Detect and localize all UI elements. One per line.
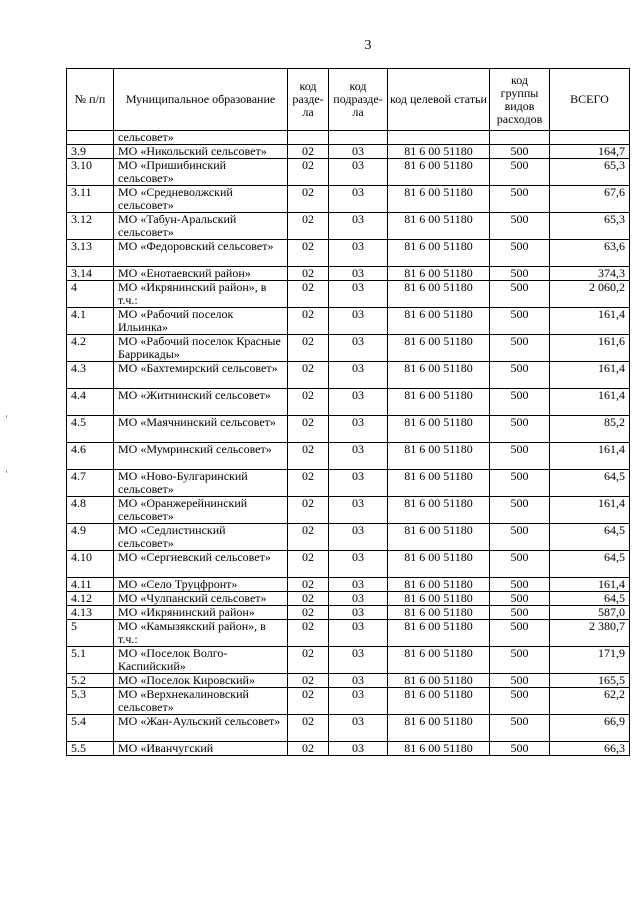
table-row xyxy=(67,159,630,186)
cell-num: 4.8 xyxy=(67,497,114,524)
cell-subsection: 03 xyxy=(329,470,388,497)
cell-subsection: 03 xyxy=(329,159,388,186)
cell-num: 4.4 xyxy=(67,389,114,416)
table-row xyxy=(67,335,630,362)
cell-group: 500 xyxy=(490,389,550,416)
cell-name: МО «Рабочий поселок Красные Баррикады» xyxy=(114,335,288,362)
cell-total: 165,5 xyxy=(550,674,630,688)
cell-group: 500 xyxy=(490,362,550,389)
table-row xyxy=(67,389,630,416)
cell-target: 81 6 00 51180 xyxy=(388,674,490,688)
cell-group: 500 xyxy=(490,240,550,267)
cell-subsection: 03 xyxy=(329,620,388,647)
cell-name: МО «Енотаевский район» xyxy=(114,267,288,281)
cell-target: 81 6 00 51180 xyxy=(388,497,490,524)
cell-subsection: 03 xyxy=(329,674,388,688)
cell-total: 62,2 xyxy=(550,688,630,715)
cell-section: 02 xyxy=(288,620,329,647)
cell-group: 500 xyxy=(490,159,550,186)
cell-section: 02 xyxy=(288,524,329,551)
cell-name: МО «Никольский сельсовет» xyxy=(114,145,288,159)
cell-total: 171,9 xyxy=(550,647,630,674)
cell-section: 02 xyxy=(288,145,329,159)
cell-num: 4.11 xyxy=(67,578,114,592)
cell-section: 02 xyxy=(288,606,329,620)
cell-subsection: 03 xyxy=(329,213,388,240)
cell-subsection: 03 xyxy=(329,606,388,620)
cell-num: 5 xyxy=(67,620,114,647)
table-row xyxy=(67,362,630,389)
cell-section: 02 xyxy=(288,578,329,592)
cell-section: 02 xyxy=(288,742,329,756)
cell-name: МО «Поселок Кировский» xyxy=(114,674,288,688)
cell-section: 02 xyxy=(288,213,329,240)
cell-section: 02 xyxy=(288,281,329,308)
cell-total: 2 380,7 xyxy=(550,620,630,647)
cell-num: 3.11 xyxy=(67,186,114,213)
cell-target: 81 6 00 51180 xyxy=(388,470,490,497)
budget-table xyxy=(66,68,630,756)
cell-subsection: 03 xyxy=(329,389,388,416)
cell-num: 3.13 xyxy=(67,240,114,267)
cell-total: 164,7 xyxy=(550,145,630,159)
cell-num: 3.14 xyxy=(67,267,114,281)
cell-total: 2 060,2 xyxy=(550,281,630,308)
table-row xyxy=(67,578,630,592)
cell-total: 161,4 xyxy=(550,308,630,335)
cell-target: 81 6 00 51180 xyxy=(388,240,490,267)
cell-section: 02 xyxy=(288,592,329,606)
cell-subsection: 03 xyxy=(329,186,388,213)
cell-total: 66,3 xyxy=(550,742,630,756)
cell-num: 3.12 xyxy=(67,213,114,240)
cell-subsection: 03 xyxy=(329,240,388,267)
cell-target: 81 6 00 51180 xyxy=(388,578,490,592)
cell-name: МО «Чулпанский сельсовет» xyxy=(114,592,288,606)
cell-name: МО «Сергиевский сельсовет» xyxy=(114,551,288,578)
cell-total: 85,2 xyxy=(550,416,630,443)
cell-target: 81 6 00 51180 xyxy=(388,281,490,308)
cell-group: 500 xyxy=(490,416,550,443)
table-row xyxy=(67,443,630,470)
cell-name: МО «Село Труцфронт» xyxy=(114,578,288,592)
table-row xyxy=(67,715,630,742)
cell-name: сельсовет» xyxy=(114,131,288,145)
cell-name: МО «Оранжерейнинский сельсовет» xyxy=(114,497,288,524)
cell-name: МО «Бахтемирский сельсовет» xyxy=(114,362,288,389)
cell-section: 02 xyxy=(288,335,329,362)
cell-subsection: 03 xyxy=(329,267,388,281)
cell-total: 65,3 xyxy=(550,213,630,240)
cell-name: МО «Камызякский район», в т.ч.: xyxy=(114,620,288,647)
cell-num: 4.12 xyxy=(67,592,114,606)
cell-name: МО «Иванчугский xyxy=(114,742,288,756)
cell-subsection: 03 xyxy=(329,592,388,606)
header-num: № п/п xyxy=(67,69,114,131)
table-row xyxy=(67,213,630,240)
cell-num: 5.4 xyxy=(67,715,114,742)
cell-target: 81 6 00 51180 xyxy=(388,186,490,213)
cell-section: 02 xyxy=(288,362,329,389)
cell-target: 81 6 00 51180 xyxy=(388,308,490,335)
cell-total: 161,4 xyxy=(550,578,630,592)
cell-section: 02 xyxy=(288,443,329,470)
cell-num: 5.2 xyxy=(67,674,114,688)
header-target: код целевой статьи xyxy=(388,69,490,131)
cell-group: 500 xyxy=(490,578,550,592)
cell-name: МО «Поселок Волго-Каспийский» xyxy=(114,647,288,674)
table-header-row xyxy=(67,69,630,131)
cell-target: 81 6 00 51180 xyxy=(388,620,490,647)
cell-num: 4.2 xyxy=(67,335,114,362)
cell-subsection: 03 xyxy=(329,578,388,592)
table-row xyxy=(67,281,630,308)
table-row xyxy=(67,647,630,674)
cell-num: 4.5 xyxy=(67,416,114,443)
cell-subsection: 03 xyxy=(329,362,388,389)
cell-target: 81 6 00 51180 xyxy=(388,416,490,443)
cell-num: 5.3 xyxy=(67,688,114,715)
cell-group: 500 xyxy=(490,335,550,362)
cell-group: 500 xyxy=(490,592,550,606)
cell-section: 02 xyxy=(288,647,329,674)
cell-num: 4.7 xyxy=(67,470,114,497)
cell-target: 81 6 00 51180 xyxy=(388,606,490,620)
cell-name: МО «Рабочий поселок Ильинка» xyxy=(114,308,288,335)
cell-group: 500 xyxy=(490,497,550,524)
cell-total: 64,5 xyxy=(550,524,630,551)
cell-section: 02 xyxy=(288,389,329,416)
cell-name: МО «Житнинский сельсовет» xyxy=(114,389,288,416)
cell-group: 500 xyxy=(490,186,550,213)
cell-group: 500 xyxy=(490,281,550,308)
cell-total: 64,5 xyxy=(550,592,630,606)
cell-target: 81 6 00 51180 xyxy=(388,688,490,715)
cell-target: 81 6 00 51180 xyxy=(388,443,490,470)
cell-section: 02 xyxy=(288,240,329,267)
table-row xyxy=(67,592,630,606)
cell-group: 500 xyxy=(490,267,550,281)
cell-group: 500 xyxy=(490,470,550,497)
cell-section: 02 xyxy=(288,267,329,281)
cell-num xyxy=(67,131,114,145)
cell-subsection: 03 xyxy=(329,308,388,335)
cell-subsection: 03 xyxy=(329,647,388,674)
cell-total: 161,4 xyxy=(550,362,630,389)
cell-subsection: 03 xyxy=(329,715,388,742)
table-row xyxy=(67,145,630,159)
margin-mark xyxy=(6,470,7,473)
cell-name: МО «Ново-Булгаринский сельсовет» xyxy=(114,470,288,497)
header-municipality: Муниципальное образование xyxy=(114,69,288,131)
table-row xyxy=(67,524,630,551)
cell-target: 81 6 00 51180 xyxy=(388,213,490,240)
cell-total: 64,5 xyxy=(550,470,630,497)
table-row xyxy=(67,674,630,688)
table-row xyxy=(67,497,630,524)
cell-target: 81 6 00 51180 xyxy=(388,647,490,674)
cell-subsection: 03 xyxy=(329,742,388,756)
cell-name: МО «Табун-Аральский сельсовет» xyxy=(114,213,288,240)
cell-subsection: 03 xyxy=(329,335,388,362)
table-row xyxy=(67,620,630,647)
cell-subsection: 03 xyxy=(329,524,388,551)
table-row-continuation xyxy=(67,131,630,145)
cell-group: 500 xyxy=(490,524,550,551)
cell-num: 5.1 xyxy=(67,647,114,674)
cell-target: 81 6 00 51180 xyxy=(388,551,490,578)
header-group: код группы видов расходов xyxy=(490,69,550,131)
cell-total: 161,6 xyxy=(550,335,630,362)
cell-name: МО «Федоровский сельсовет» xyxy=(114,240,288,267)
cell-group: 500 xyxy=(490,715,550,742)
cell-target: 81 6 00 51180 xyxy=(388,715,490,742)
cell-name: МО «Икрянинский район» xyxy=(114,606,288,620)
cell-subsection: 03 xyxy=(329,416,388,443)
cell-group: 500 xyxy=(490,620,550,647)
cell-section: 02 xyxy=(288,308,329,335)
cell-group: 500 xyxy=(490,308,550,335)
header-total: ВСЕГО xyxy=(550,69,630,131)
cell-num: 4 xyxy=(67,281,114,308)
cell-num: 3.9 xyxy=(67,145,114,159)
page-number: 3 xyxy=(364,38,372,53)
cell-num: 4.6 xyxy=(67,443,114,470)
cell-group: 500 xyxy=(490,688,550,715)
cell-target: 81 6 00 51180 xyxy=(388,389,490,416)
cell-section: 02 xyxy=(288,186,329,213)
cell-num: 4.9 xyxy=(67,524,114,551)
cell-name: МО «Икрянинский район», в т.ч.: xyxy=(114,281,288,308)
cell-target: 81 6 00 51180 xyxy=(388,145,490,159)
cell-total: 64,5 xyxy=(550,551,630,578)
table-row xyxy=(67,416,630,443)
cell-subsection: 03 xyxy=(329,551,388,578)
cell-total: 374,3 xyxy=(550,267,630,281)
cell-name: МО «Мумринский сельсовет» xyxy=(114,443,288,470)
cell-section: 02 xyxy=(288,416,329,443)
cell-section: 02 xyxy=(288,159,329,186)
cell-target: 81 6 00 51180 xyxy=(388,159,490,186)
header-section: код разде-ла xyxy=(288,69,329,131)
cell-name: МО «Пришибинский сельсовет» xyxy=(114,159,288,186)
cell-num: 4.1 xyxy=(67,308,114,335)
cell-group: 500 xyxy=(490,551,550,578)
cell-section: 02 xyxy=(288,470,329,497)
table-row xyxy=(67,688,630,715)
table-row xyxy=(67,742,630,756)
cell-target: 81 6 00 51180 xyxy=(388,742,490,756)
cell-total: 587,0 xyxy=(550,606,630,620)
cell-subsection: 03 xyxy=(329,443,388,470)
cell-group: 500 xyxy=(490,213,550,240)
cell-total: 66,9 xyxy=(550,715,630,742)
cell-group: 500 xyxy=(490,606,550,620)
cell-section: 02 xyxy=(288,551,329,578)
table-row xyxy=(67,240,630,267)
cell-target: 81 6 00 51180 xyxy=(388,362,490,389)
cell-group: 500 xyxy=(490,742,550,756)
cell-subsection: 03 xyxy=(329,281,388,308)
table-row xyxy=(67,186,630,213)
cell-num: 5.5 xyxy=(67,742,114,756)
cell-name: МО «Средневолжский сельсовет» xyxy=(114,186,288,213)
cell-section: 02 xyxy=(288,497,329,524)
table-row xyxy=(67,606,630,620)
cell-total: 67,6 xyxy=(550,186,630,213)
cell-group: 500 xyxy=(490,647,550,674)
cell-subsection: 03 xyxy=(329,688,388,715)
cell-total: 65,3 xyxy=(550,159,630,186)
cell-subsection: 03 xyxy=(329,497,388,524)
cell-num: 4.3 xyxy=(67,362,114,389)
cell-name: МО «Седлистинский сельсовет» xyxy=(114,524,288,551)
cell-target: 81 6 00 51180 xyxy=(388,592,490,606)
cell-group: 500 xyxy=(490,674,550,688)
cell-num: 3.10 xyxy=(67,159,114,186)
cell-name: МО «Маячнинский сельсовет» xyxy=(114,416,288,443)
table-row xyxy=(67,308,630,335)
cell-section: 02 xyxy=(288,674,329,688)
cell-total: 161,4 xyxy=(550,389,630,416)
cell-target: 81 6 00 51180 xyxy=(388,335,490,362)
table-row xyxy=(67,551,630,578)
cell-total: 63,6 xyxy=(550,240,630,267)
cell-name: МО «Верхнекалиновский сельсовет» xyxy=(114,688,288,715)
cell-num: 4.10 xyxy=(67,551,114,578)
cell-group: 500 xyxy=(490,145,550,159)
cell-target: 81 6 00 51180 xyxy=(388,267,490,281)
cell-num: 4.13 xyxy=(67,606,114,620)
cell-section: 02 xyxy=(288,688,329,715)
header-subsection: код подразде-ла xyxy=(329,69,388,131)
cell-section: 02 xyxy=(288,715,329,742)
cell-name: МО «Жан-Аульский сельсовет» xyxy=(114,715,288,742)
cell-subsection: 03 xyxy=(329,145,388,159)
cell-total: 161,4 xyxy=(550,443,630,470)
table-row xyxy=(67,470,630,497)
margin-mark xyxy=(6,415,7,418)
cell-total: 161,4 xyxy=(550,497,630,524)
cell-group: 500 xyxy=(490,443,550,470)
table-row xyxy=(67,267,630,281)
cell-target: 81 6 00 51180 xyxy=(388,524,490,551)
